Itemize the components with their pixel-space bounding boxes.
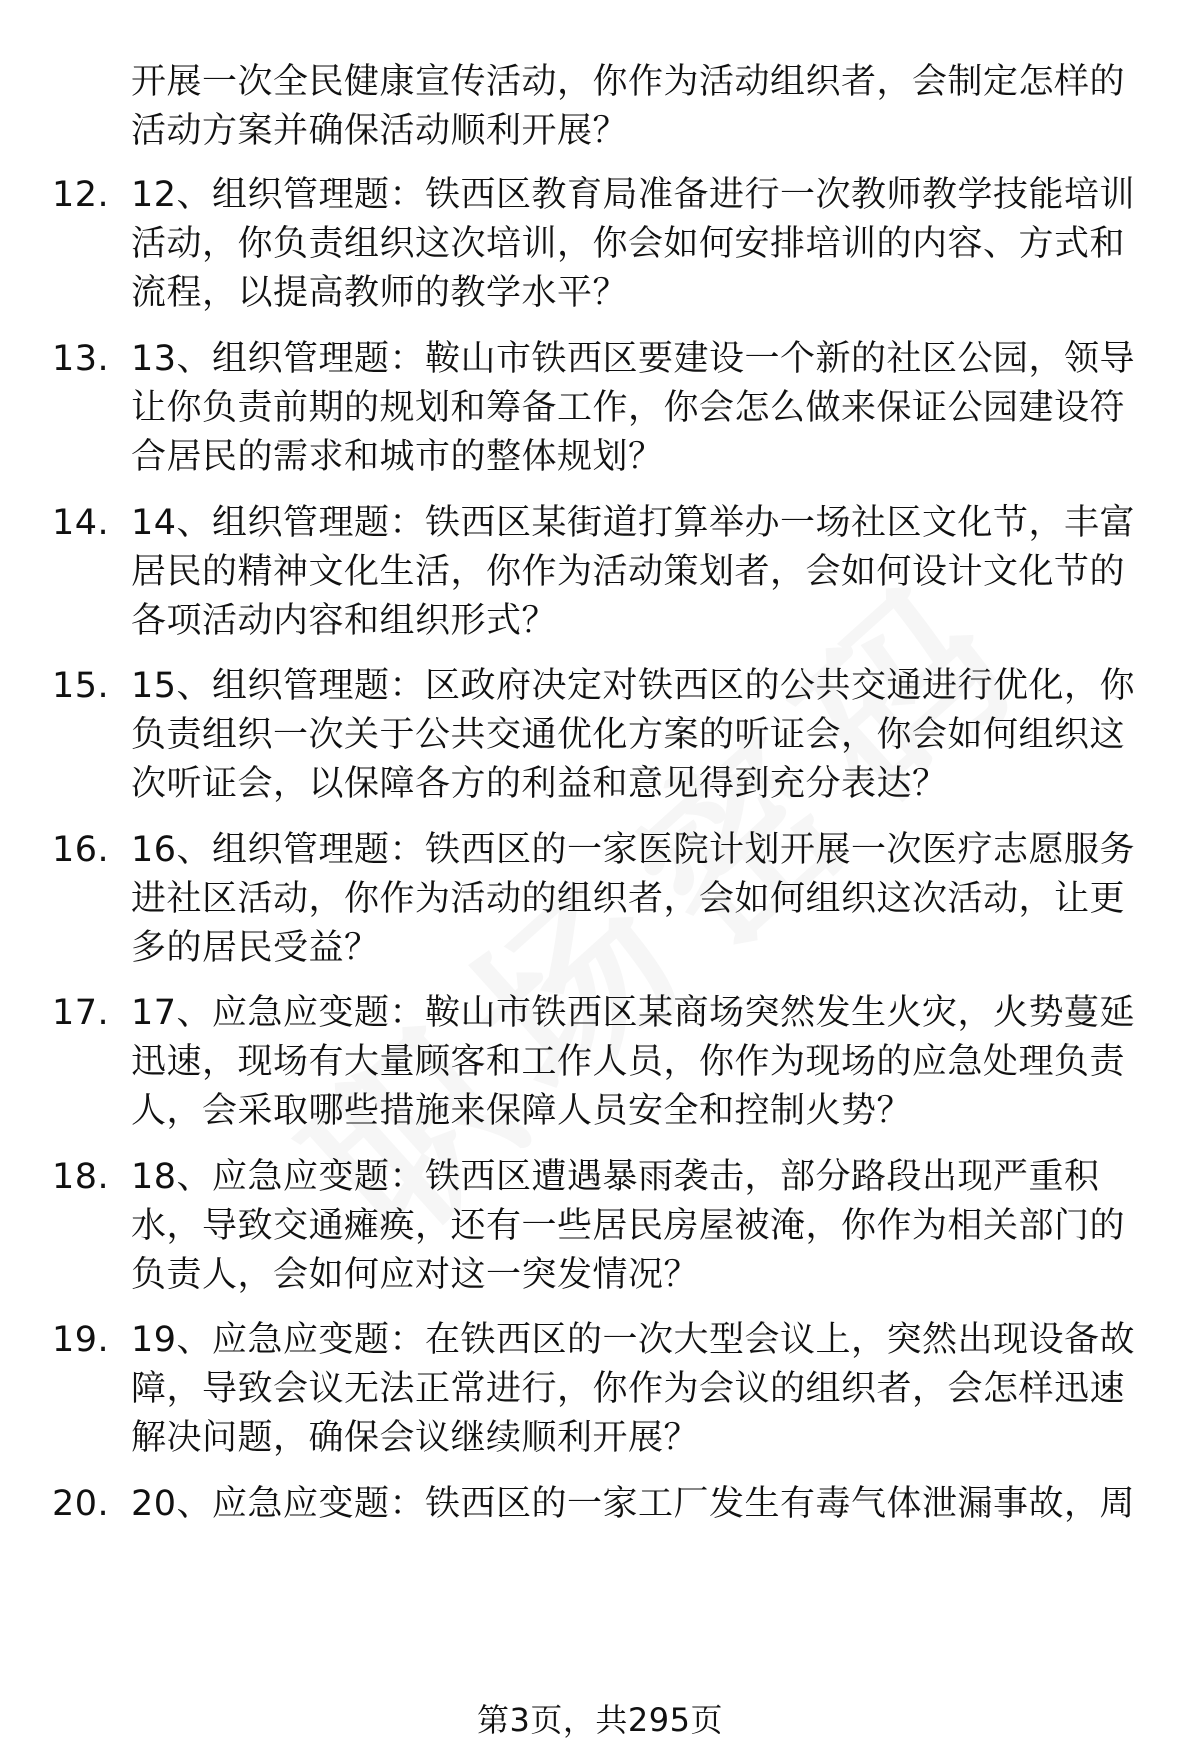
- list-item-number: 19.: [52, 1320, 110, 1360]
- list-item-number: 13.: [52, 339, 110, 379]
- list-item-number: 15.: [52, 666, 110, 706]
- list-item-text: 15、组织管理题：区政府决定对铁西区的公共交通进行优化，你 负责组织一次关于公共交通优化方案的听证会，你会如何组织这 次听证会，以保障各方的利益和意见得到充分表达？: [131, 666, 1136, 804]
- list-item-number: 16.: [52, 830, 110, 870]
- list-item-text: 13、组织管理题：鞍山市铁西区要建设一个新的社区公园，领导 让你负责前期的规划和筹备工作，你会怎么做来保证公园建设符 合居民的需求和城市的整体规划？: [131, 339, 1136, 477]
- list-item-text: 19、应急应变题：在铁西区的一次大型会议上，突然出现设备故 障，导致会议无法正常进行，你作为会议的组织者，会怎样迅速 解决问题，确保会议继续顺利开展？: [131, 1320, 1136, 1458]
- list-item-number: 18.: [52, 1157, 110, 1197]
- list-item-number: 17.: [52, 993, 110, 1033]
- list-item-number: 20.: [52, 1484, 110, 1524]
- list-item-text: 16、组织管理题：铁西区的一家医院计划开展一次医疗志愿服务 进社区活动，你作为活动的组织者，会如何组织这次活动，让更 多的居民受益？: [131, 830, 1136, 968]
- list-item-text: 17、应急应变题：鞍山市铁西区某商场突然发生火灾，火势蔓延 迅速，现场有大量顾客和工作人员，你作为现场的应急处理负责 人，会采取哪些措施来保障人员安全和控制火势？: [131, 993, 1136, 1131]
- list-item-number: 12.: [52, 175, 110, 215]
- list-item-number: 14.: [52, 503, 110, 543]
- list-item-text: 20、应急应变题：铁西区的一家工厂发生有毒气体泄漏事故，周: [131, 1484, 1136, 1524]
- list-item-text: 14、组织管理题：铁西区某街道打算举办一场社区文化节，丰富 居民的精神文化生活，你作为活动策划者，会如何设计文化节的 各项活动内容和组织形式？: [131, 503, 1136, 641]
- list-item-text: 12、组织管理题：铁西区教育局准备进行一次教师教学技能培训 活动，你负责组织这次培训，你会如何安排培训的内容、方式和 流程，以提高教师的教学水平？: [131, 175, 1136, 313]
- previous-question-continuation: 开展一次全民健康宣传活动，你作为活动组织者，会制定怎样的 活动方案并确保活动顺利开展？: [131, 62, 1126, 151]
- page-number: 第3页，共295页: [477, 1701, 723, 1739]
- list-item-text: 18、应急应变题：铁西区遭遇暴雨袭击，部分路段出现严重积 水，导致交通瘫痪，还有一些居民房屋被淹，你作为相关部门的 负责人，会如何应对这一突发情况？: [131, 1157, 1126, 1295]
